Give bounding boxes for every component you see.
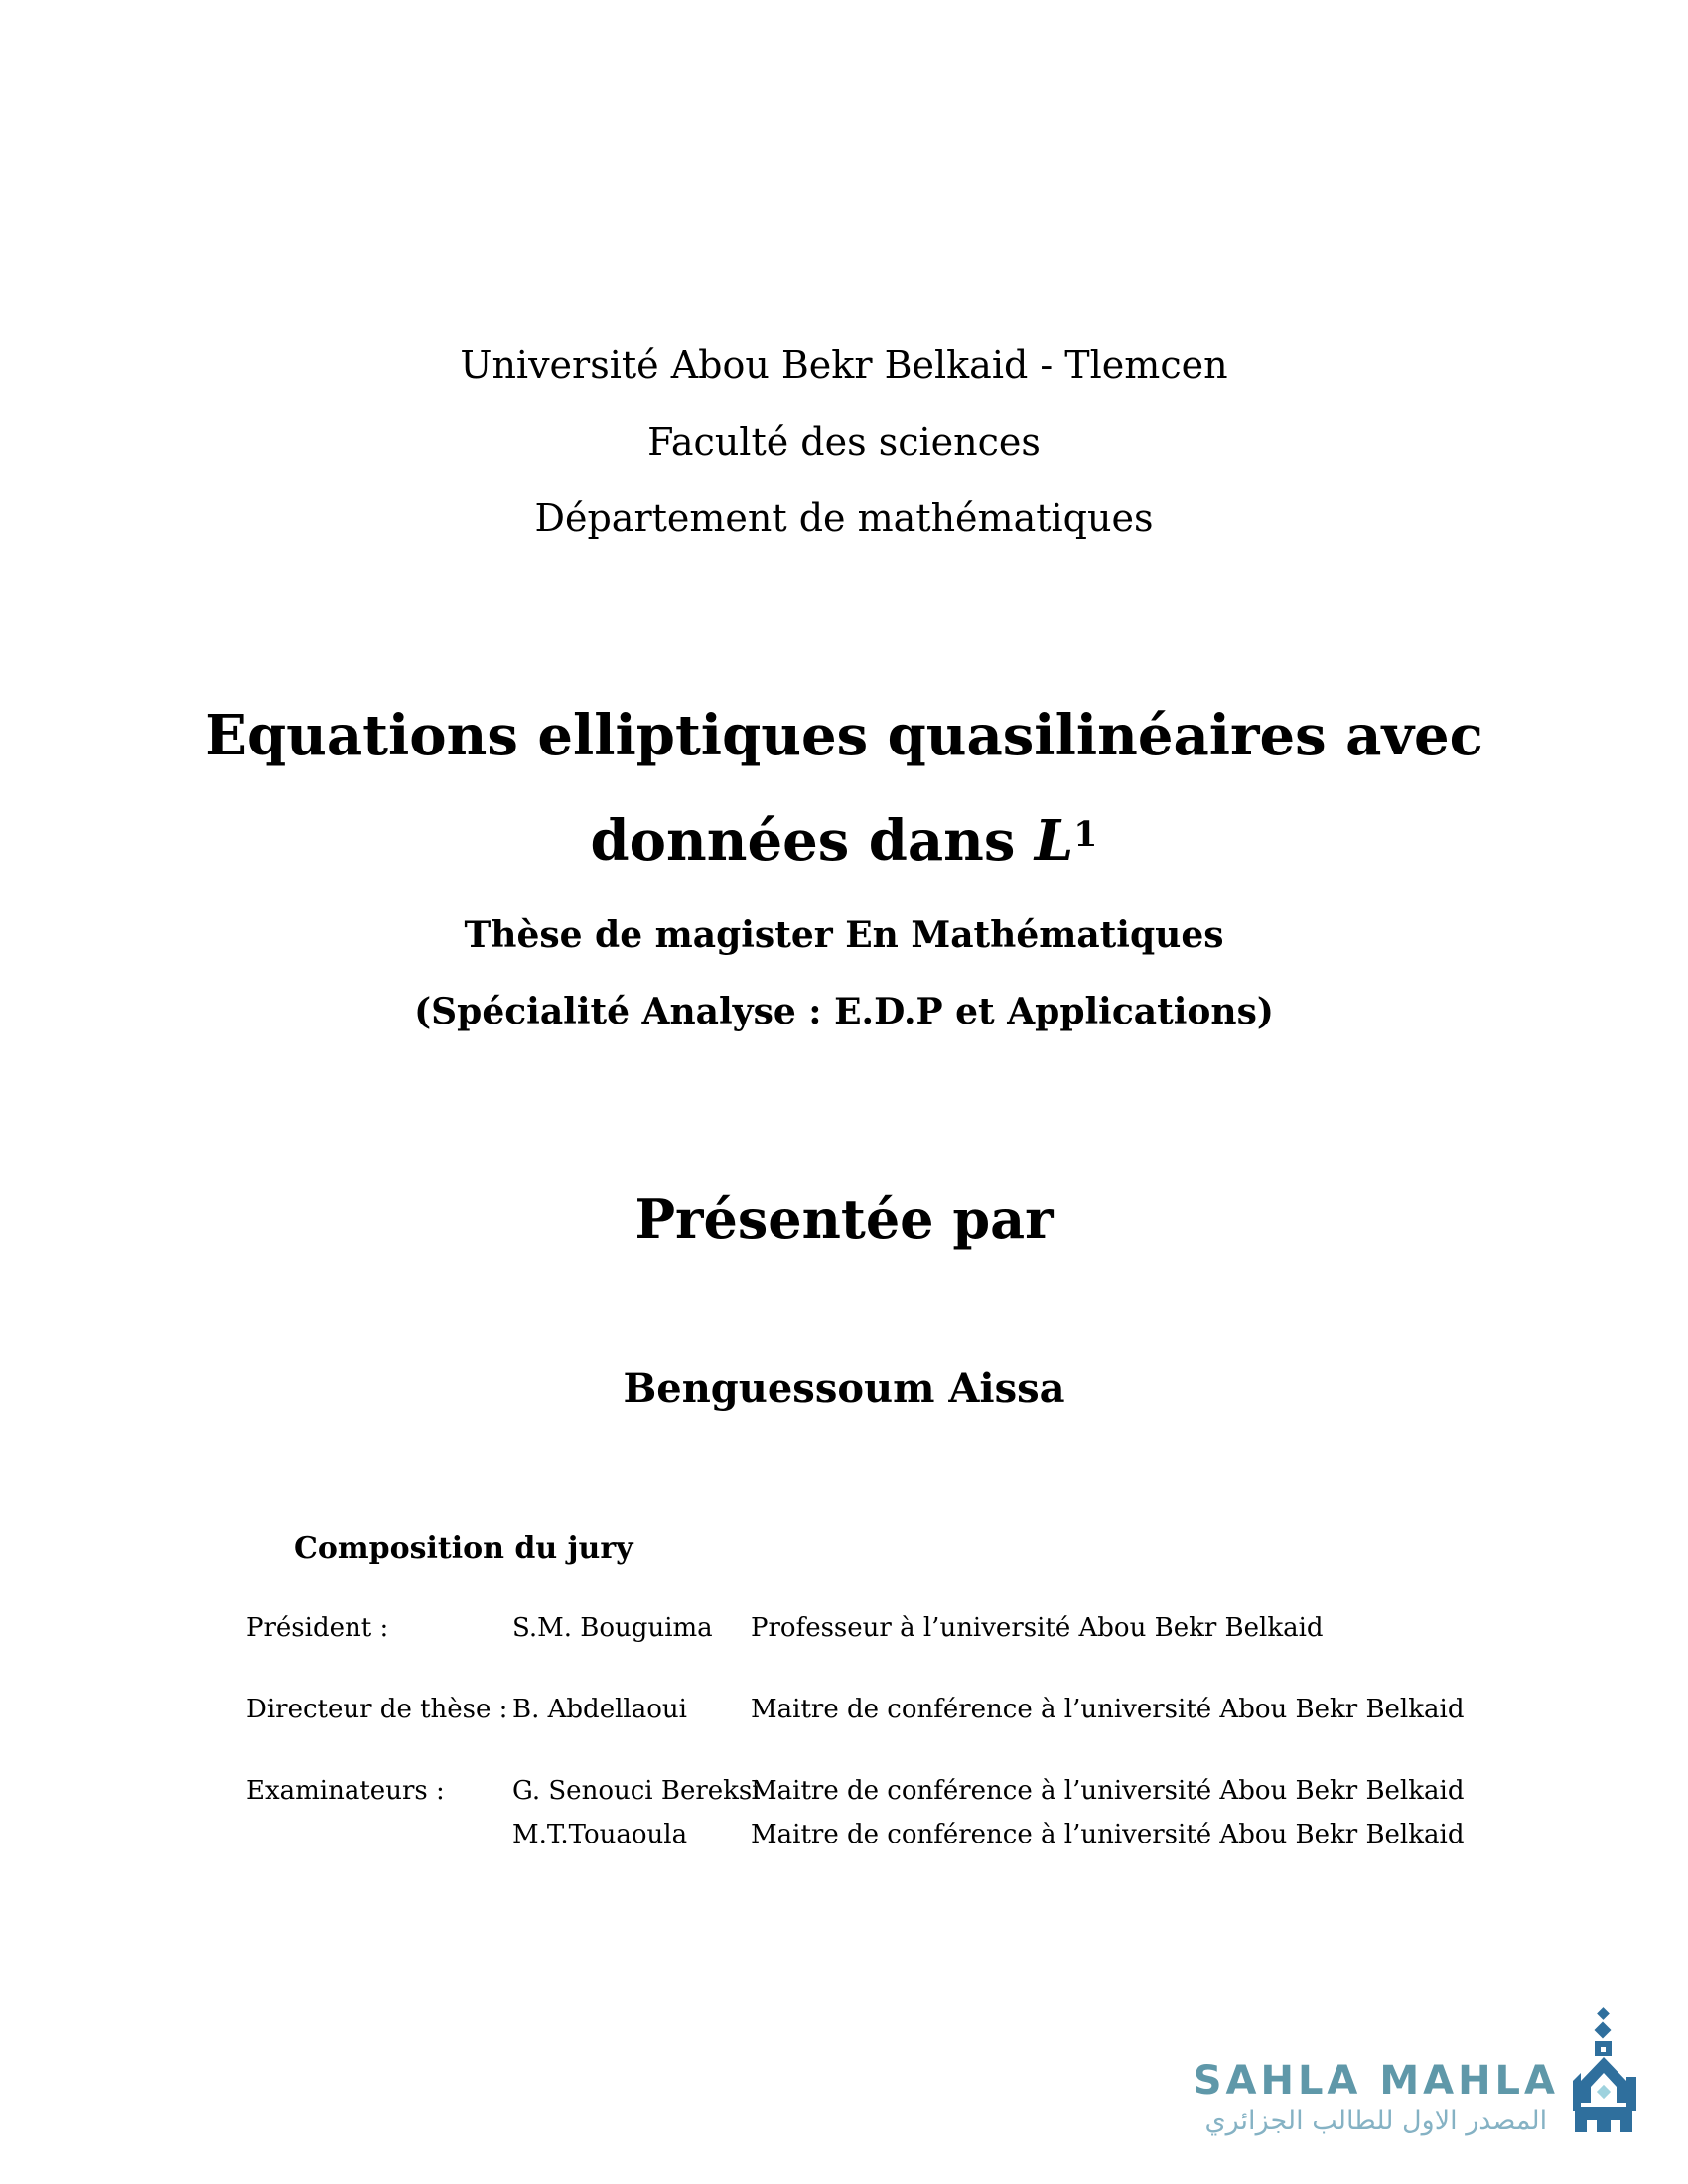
jury-role: Examinateurs : [246, 1776, 445, 1806]
math-superscript-1: 1 [1073, 814, 1098, 855]
jury-row-president [246, 1606, 1589, 1650]
thesis-title-line1: Equations elliptiques quasilinéaires avec [205, 703, 1483, 768]
thesis-title-line2 [0, 788, 1688, 893]
sahla-mahla-watermark [1194, 2007, 1642, 2140]
logo-brand-name: SAHLA MAHLA [1193, 2058, 1559, 2104]
jury-title: Maitre de conférence à l’université Abou Bekr Belkaid [751, 1776, 1465, 1806]
jury-name: B. Abdellaoui [512, 1695, 687, 1724]
jury-role [246, 1813, 512, 1856]
presented-by-heading: Présentée par [634, 1187, 1054, 1251]
thesis-subtitle [0, 897, 1688, 1050]
jury-title: Professeur à l’université Abou Bekr Belkaid [751, 1613, 1324, 1643]
jury-role: Président : [246, 1613, 389, 1643]
faculty-name: Faculté des sciences [647, 420, 1041, 464]
jury-name: S.M. Bouguima [512, 1613, 713, 1643]
thesis-title-line2-text: données dans [590, 808, 1035, 874]
thesis-title [0, 683, 1688, 893]
jury-name: M.T.Touaoula [512, 1820, 688, 1849]
kufic-calligraphy-icon [1565, 2007, 1642, 2140]
jury-row-directeur [246, 1688, 1589, 1731]
jury-title: Maitre de conférence à l’université Abou Bekr Belkaid [751, 1820, 1465, 1849]
jury-row-examinateur-1 [246, 1769, 1589, 1813]
jury-heading: Composition du jury [294, 1531, 633, 1566]
author-name: Benguessoum Aissa [623, 1365, 1065, 1412]
speciality-line: (Spécialité Analyse : E.D.P et Applications) [414, 991, 1274, 1032]
degree-line: Thèse de magister En Mathématiques [464, 914, 1224, 956]
university-header [0, 328, 1688, 557]
jury-section [246, 1527, 1589, 1856]
logo-text-block [1194, 2059, 1559, 2140]
university-name: Université Abou Bekr Belkaid - Tlemcen [460, 343, 1228, 387]
logo-arabic-tagline: المصدر الاول للطالب الجزائري [1204, 2106, 1548, 2136]
math-symbol-L: $L^1$ [1034, 808, 1098, 874]
jury-role: Directeur de thèse : [246, 1695, 508, 1724]
jury-title: Maitre de conférence à l’université Abou Bekr Belkaid [751, 1695, 1465, 1724]
jury-name: G. Senouci Bereksi [512, 1776, 761, 1806]
jury-row-examinateur-2 [246, 1813, 1589, 1856]
department-name: Département de mathématiques [534, 496, 1154, 540]
